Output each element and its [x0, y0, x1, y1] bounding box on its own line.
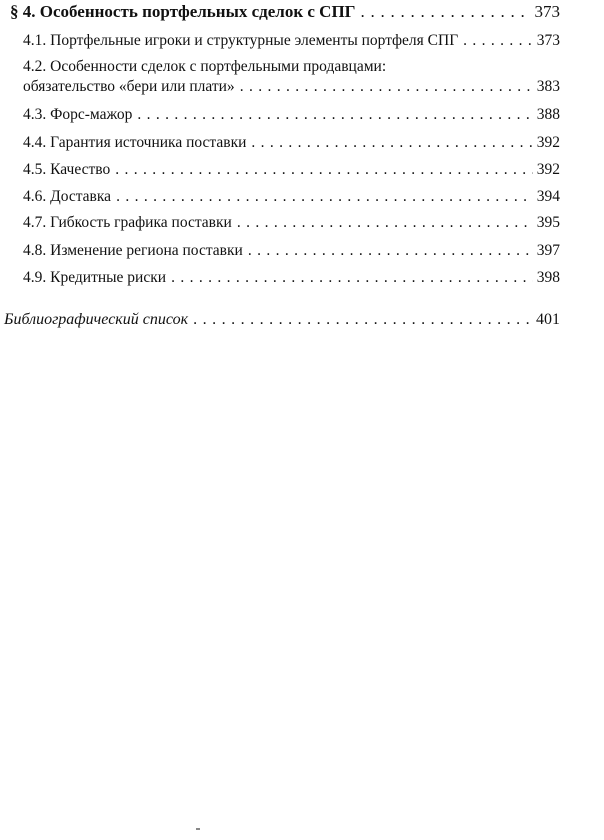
toc-dot-leader [193, 310, 532, 330]
toc-dot-leader [137, 105, 532, 125]
toc-entry-title: 4.1. Портфельные игроки и структурные элементы портфеля СПГ [23, 32, 459, 49]
toc-dot-leader [251, 133, 532, 153]
toc-dot-leader [248, 241, 533, 261]
toc-entry-title: Библиографический список [4, 311, 189, 328]
toc-entry-page: 394 [536, 188, 560, 205]
toc-entry-title: § 4. Особенность портфельных сделок с СПГ [10, 2, 356, 21]
toc-entry-bibliography[interactable] [4, 310, 560, 330]
toc-dot-leader [360, 2, 530, 22]
toc-entry-title: 4.7. Гибкость графика поставки [23, 214, 232, 231]
toc-entry-4-3[interactable] [23, 105, 560, 125]
scan-speck [196, 828, 200, 830]
toc-entry-title: обязательство «бери или плати» [23, 78, 235, 95]
toc-entry-title: 4.5. Качество [23, 161, 111, 178]
toc-section-4[interactable] [10, 2, 560, 22]
toc-dot-leader [115, 160, 533, 180]
toc-dot-leader [463, 31, 533, 51]
toc-entry-4-9[interactable] [23, 268, 560, 288]
toc-entry-4-2-line1[interactable]: 4.2. Особенности сделок с портфельными продавцами: [23, 58, 387, 75]
toc-entry-4-5[interactable] [23, 160, 560, 180]
toc-entry-page: 373 [534, 2, 560, 21]
toc-entry-4-2[interactable] [23, 77, 560, 97]
toc-entry-page: 392 [536, 161, 560, 178]
toc-entry-title: 4.8. Изменение региона поставки [23, 242, 243, 259]
toc-entry-page: 398 [536, 269, 560, 286]
toc-dot-leader [237, 213, 533, 233]
toc-entry-page: 383 [536, 78, 560, 95]
toc-entry-page: 373 [536, 32, 560, 49]
toc-entry-page: 401 [536, 311, 560, 328]
toc-entry-4-7[interactable] [23, 213, 560, 233]
toc-entry-title: 4.3. Форс-мажор [23, 106, 133, 123]
toc-entry-page: 395 [536, 214, 560, 231]
toc-entry-page: 397 [536, 242, 560, 259]
toc-entry-4-1[interactable] [23, 31, 560, 51]
toc-entry-page: 388 [536, 106, 560, 123]
toc-dot-leader [171, 268, 533, 288]
toc-entry-4-8[interactable] [23, 241, 560, 261]
toc-entry-4-6[interactable] [23, 187, 560, 207]
toc-entry-page: 392 [536, 134, 560, 151]
toc-dot-leader [116, 187, 533, 207]
toc-entry-title: 4.4. Гарантия источника поставки [23, 134, 247, 151]
toc-entry-4-4[interactable] [23, 133, 560, 153]
toc-entry-title: 4.6. Доставка [23, 188, 112, 205]
toc-dot-leader [240, 77, 533, 97]
toc-entry-title: 4.9. Кредитные риски [23, 269, 167, 286]
